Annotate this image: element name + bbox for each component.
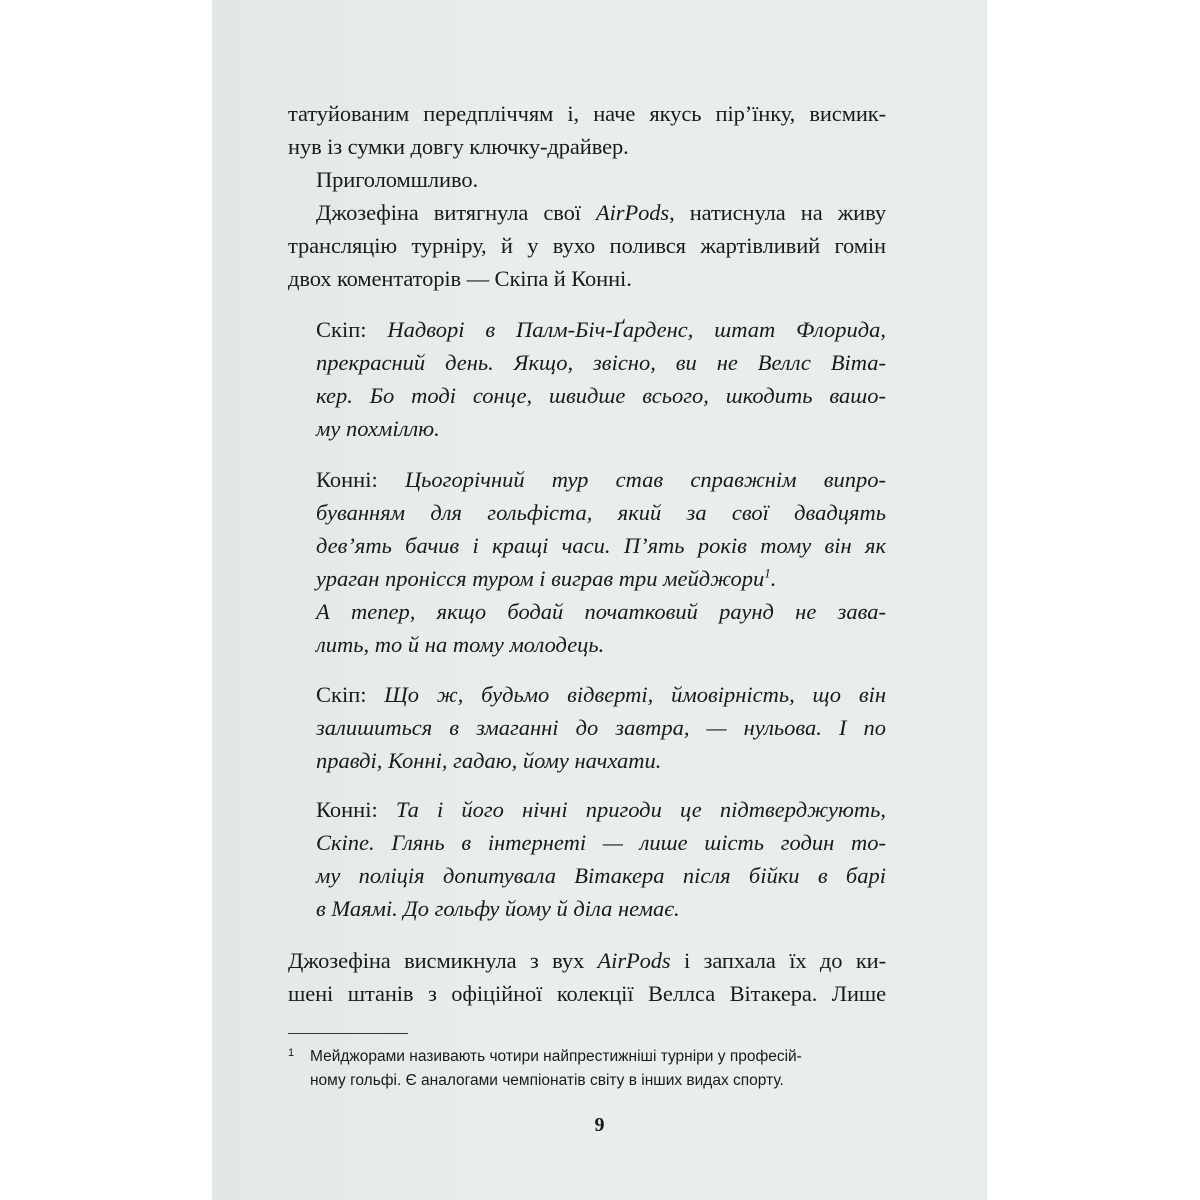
dialogue-skip-2 [316,678,886,777]
footnote-mark: 1 [288,1047,295,1059]
dialogue-line: буванням для гольфіста, який за свої двадцять [316,500,886,525]
airpods-term: AirPods [597,948,671,973]
dialogue-line: му похміллю. [316,416,440,441]
text-line: шені штанів з офіційної колекції Веллса Вітакера. Лише [288,981,886,1006]
dialogue-line: А тепер, якщо бодай початковий раунд не зава- [316,599,886,624]
dialogue-line: ураган пронісся туром і виграв три мейджори$^1$. [316,565,777,591]
speaker-label: Конні: [316,467,378,492]
text-line: Джозефіна висмикнула з вух AirPods і запхала їх до ки- [288,948,886,973]
dialogue-line: правді, Конні, гадаю, йому начхати. [316,748,662,773]
dialogue-line: Конні: Цьогорічний тур став справжнім випро- [316,467,886,492]
footnote-reference[interactable]: 1 [764,565,771,581]
footnote-line: ному гольфі. Є аналогами чемпіонатів світу в інших видах спорту. [310,1072,784,1089]
dialogue-line: му поліція допитувала Вітакера після бійки в барі [316,863,886,888]
text-line: Приголомшливо. [316,167,478,192]
footnote-divider [288,1033,408,1034]
dialogue-line: Скіпе. Глянь в інтернеті — лише шість годин то- [316,830,886,855]
intro-paragraph [288,97,886,295]
text-line: трансляцію турніру, й у вухо полився жартівливий гомін [288,233,886,258]
dialogue-line: прекрасний день. Якщо, звісно, ви не Веллс Віта- [316,350,886,375]
speaker-label: Конні: [316,797,378,822]
dialogue-line: залишиться в змаганні до завтра, — нульова. І по [316,715,886,740]
dialogue-line: Скіп: Що ж, будьмо відверті, ймовірність, що він [316,682,886,707]
dialogue-line: Конні: Та і його нічні пригоди це підтверджують, [316,797,886,822]
text-line: нув із сумки довгу ключку-драйвер. [288,134,629,159]
speaker-label: Скіп: [316,317,367,342]
dialogue-konni-2 [316,793,886,925]
airpods-term: AirPods [596,200,670,225]
dialogue-line: в Маямі. До гольфу йому й діла немає. [316,896,680,921]
text-line: двох коментаторів — Скіпа й Конні. [288,266,632,291]
dialogue-line: лить, то й на тому молодець. [316,632,605,657]
speaker-label: Скіп: [316,682,367,707]
text-line: татуйованим передпліччям і, наче якусь пір’їнку, висмик- [288,101,886,126]
footnote [288,1045,888,1093]
dialogue-skip-1 [316,313,886,445]
dialogue-line: кер. Бо тоді сонце, швидше всього, шкодить вашо- [316,383,886,408]
footnote-line: 1 Мейджорами називають чотири найпрестижніші турніри у професій- [288,1047,802,1065]
book-page [212,0,987,1200]
text-line: Джозефіна витягнула свої AirPods, натиснула на живу [316,200,886,225]
outro-paragraph [288,944,886,1010]
dialogue-konni-1 [316,463,886,661]
dialogue-line: дев’ять бачив і кращі часи. П’ять років тому він як [316,533,886,558]
dialogue-line: Скіп: Надворі в Палм-Біч-Ґарденс, штат Флорида, [316,317,886,342]
page-number: 9 [594,1114,605,1136]
